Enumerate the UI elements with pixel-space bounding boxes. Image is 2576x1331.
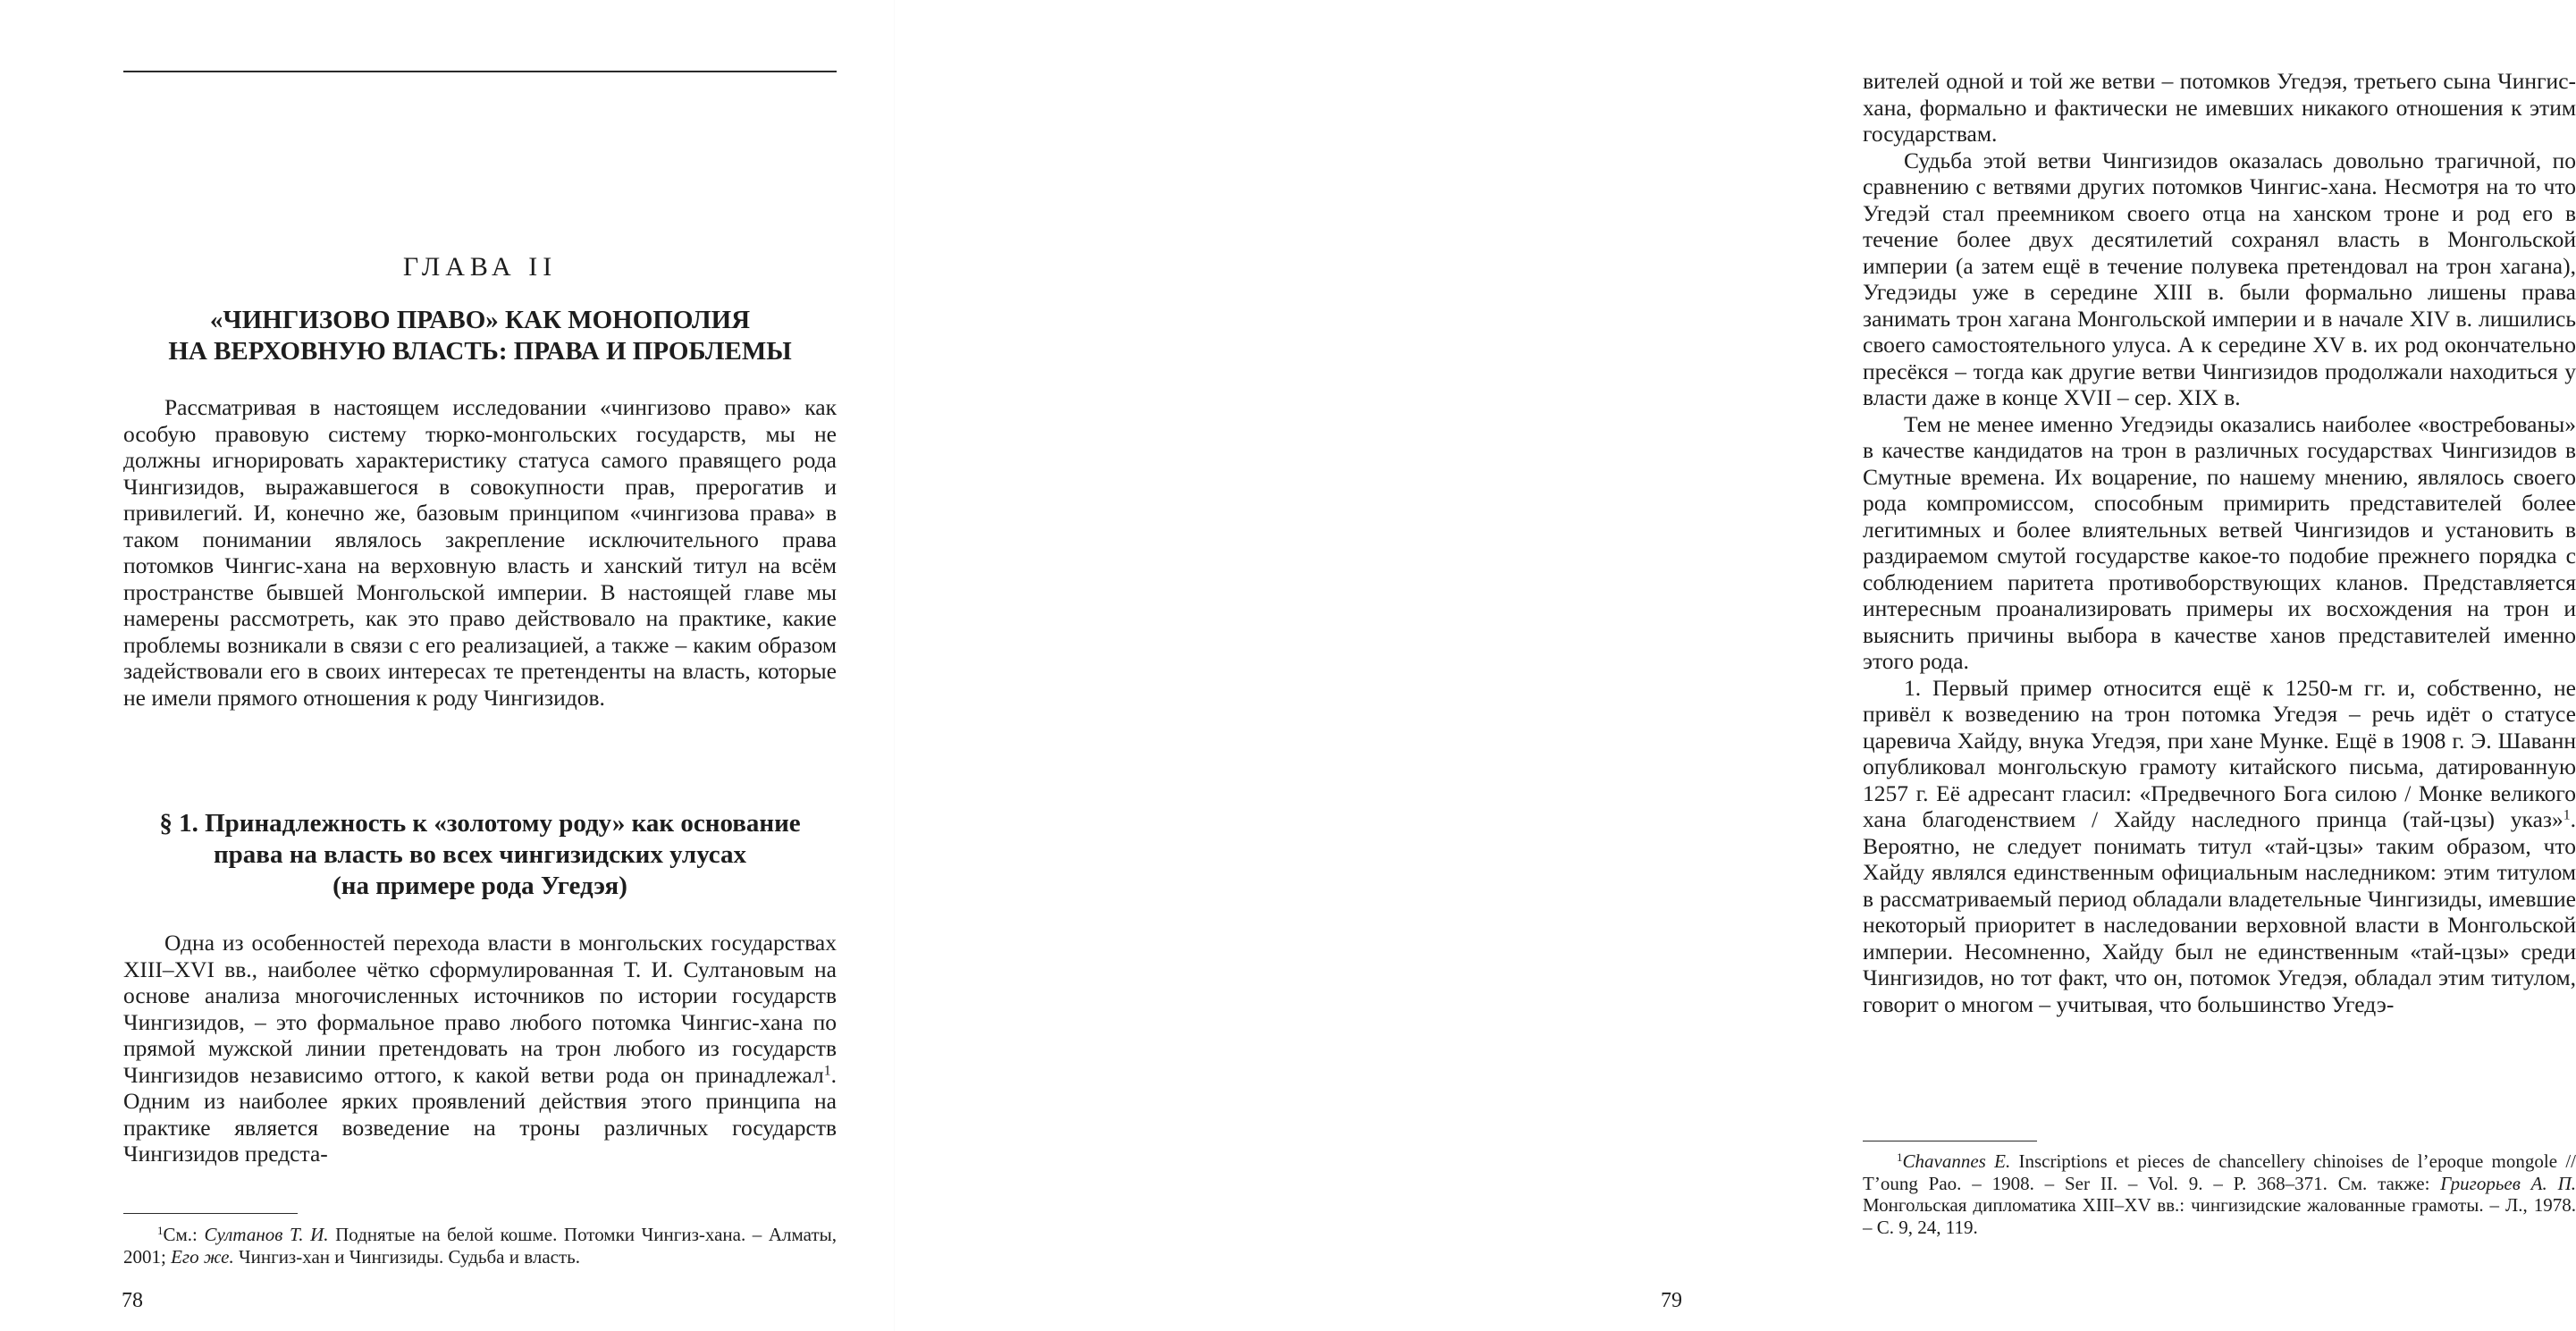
footnote-author: Его же. bbox=[171, 1245, 234, 1268]
paragraph-text: . Вероятно, не следует понимать титул «тай-цзы» таким образом, что Хайду являлся единственным официальным наследником: этим титулом в рассматриваемый период обладали владетельные Чингизиды, имевшие некоторый приоритет в наследовании верховной власти в Монгольской империи. Несомненно, Хайду был не единственным «тай-цзы» среди Чингизидов, но тот факт, что он, потомок Угедэя, обладал этим титулом, говорит о многом – учитывая, что большинство Угедэ- bbox=[1863, 806, 2576, 1017]
page-number: 79 bbox=[1661, 1289, 1682, 1312]
section-title bbox=[123, 808, 837, 902]
chapter-title bbox=[123, 305, 837, 367]
intro-paragraph: Рассматривая в настоящем исследовании «чингизово право» как особую правовую систему тюрко-монгольских государств, мы не должны игнорировать характеристику статуса самого правящего рода Чингизидов, выражавшегося в совокупности прав, прерогатив и привилегий. И, конечно же, базовым принципом «чингизова права» в таком понимании являлось закрепление исключительного права потомков Чингис-хана на верховную власть и ханский титул на всём пространстве бывшей Монгольской империи. В настоящей главе мы намерены рассмотреть, как это право действовало на практике, какие проблемы возникали в связи с его реализацией, а также – каким образом задействовали его в своих интересах те претенденты на власть, которые не имели прямого отношения к роду Чингизидов. bbox=[123, 394, 837, 711]
footnote-text: Чингиз-хан и Чингизиды. Судьба и власть. bbox=[233, 1245, 580, 1268]
chapter-label: ГЛАВА II bbox=[402, 252, 558, 282]
footnote-ref: 1 bbox=[2563, 807, 2571, 823]
right-body bbox=[1863, 68, 2576, 1017]
continued-paragraph: вителей одной и той же ветви – потомков Угедэя, третьего сына Чингис-хана, формально и фактически не имевших никакого отношения к этим государствам. bbox=[1863, 68, 2576, 147]
footnote-rule bbox=[123, 1213, 298, 1214]
footnote-text: См.: bbox=[163, 1224, 205, 1245]
left-page bbox=[0, 0, 894, 1331]
page-number: 78 bbox=[122, 1289, 143, 1312]
footnote-author: Султанов Т. И. bbox=[204, 1224, 329, 1245]
footnote-text: Монгольская дипломатика XIII–XV вв.: чингизидские жалованные грамоты. – Л., 1978. – С. 9, 24, 119. bbox=[1863, 1194, 2576, 1238]
paragraph-text: 1. Первый пример относится ещё к 1250-м гг. и, собственно, не привёл к возведению на трон потомка Угедэя – речь идёт о статусе царевича Хайду, внука Угедэя, при хане Мунке. Ещё в 1908 г. Э. Шаванн опубликовал монгольскую грамоту китайского письма, датированную 1257 г. Её адресант гласил: «Предвечного Бога силою / Монке великого хана благоденствием / Хайду наследного принца (тай-цзы) указ» bbox=[1863, 674, 2576, 832]
footnote bbox=[1863, 1150, 2576, 1238]
section-title-line: (на примере рода Угедэя) bbox=[333, 872, 627, 900]
body-paragraph: Тем не менее именно Угедэиды оказались наиболее «востребованы» в качестве кандидатов на трон в различных государствах Чингизидов в Смутные времена. Их воцарение, по нашему мнению, являлось своего рода компромиссом, способным примирить представителей более легитимных и более влиятельных ветвей Чингизидов и установить в раздираемом смутой государстве какое-то подобие прежнего порядка с соблюдением паритета противоборствующих кланов. Представляется интересным проанализировать примеры их восхождения на трон и выяснить причины выбора в качестве ханов представителей именно этого рода. bbox=[1863, 410, 2576, 674]
section-title-line: права на власть во всех чингизидских улусах bbox=[213, 840, 747, 869]
chapter-title-line: НА ВЕРХОВНУЮ ВЛАСТЬ: ПРАВА И ПРОБЛЕМЫ bbox=[168, 337, 792, 366]
top-rule bbox=[123, 71, 837, 72]
footnote-marker: 1 bbox=[157, 1223, 164, 1237]
footnote-text: Поднятые на белой кошме. Потомки Чингиз-хана. – Алматы, 2001; bbox=[123, 1224, 837, 1268]
right-page bbox=[894, 0, 2576, 1331]
footnote-author: Григорьев А. П. bbox=[2440, 1172, 2576, 1194]
section-paragraph bbox=[123, 930, 837, 1167]
body-paragraph bbox=[1863, 675, 2576, 1018]
intro-block bbox=[123, 394, 837, 711]
chapter-title-line: «ЧИНГИЗОВО ПРАВО» КАК МОНОПОЛИЯ bbox=[209, 306, 751, 334]
body-paragraph: Судьба этой ветви Чингизидов оказалась довольно трагичной, по сравнению с ветвями других потомков Чингис-хана. Несмотря на то что Угедэй стал преемником своего отца на ханском троне и род его в течение более двух десятилетий сохранял власть в Монгольской империи (а затем ещё в течение полувека претендовал на трон хагана), Угедэиды уже в середине XIII в. были формально лишены права занимать трон хагана Монгольской империи и в начале XIV в. лишились своего самостоятельного улуса. А к середине XV в. их род окончательно пресёкся – тогда как другие ветви Чингизидов продолжали находиться у власти даже в конце XVII – сер. XIX в. bbox=[1863, 147, 2576, 410]
paragraph-text: . Одним из наиболее ярких проявлений действия этого принципа на практике является возведение на троны различных государств Чингизидов предста- bbox=[123, 1061, 837, 1167]
section-title-line: § 1. Принадлежность к «золотому роду» как основание bbox=[159, 809, 801, 838]
footnote-marker: 1 bbox=[1897, 1150, 1903, 1164]
paragraph-text: Одна из особенностей перехода власти в монгольских государствах XIII–XVI вв., наиболее чётко сформулированная Т. И. Султановым на основе анализа многочисленных источников по истории государств Чингизидов, – это формальное право любого потомка Чингис-хана по прямой мужской линии претендовать на трон любого из государств Чингизидов независимо оттого, к какой ветви рода он принадлежал bbox=[123, 930, 837, 1088]
footnote-author: Chavannes E. bbox=[1902, 1150, 2011, 1172]
footnote-text: Inscriptions et pieces de chancellery chinoises de l’epoque mongole // T’oung Pao. – 1908. – Ser II. – Vol. 9. – P. 368–371. См. также: bbox=[1863, 1150, 2576, 1194]
footnote bbox=[123, 1224, 837, 1268]
footnote-ref: 1 bbox=[823, 1062, 831, 1078]
section-block bbox=[123, 930, 837, 1167]
